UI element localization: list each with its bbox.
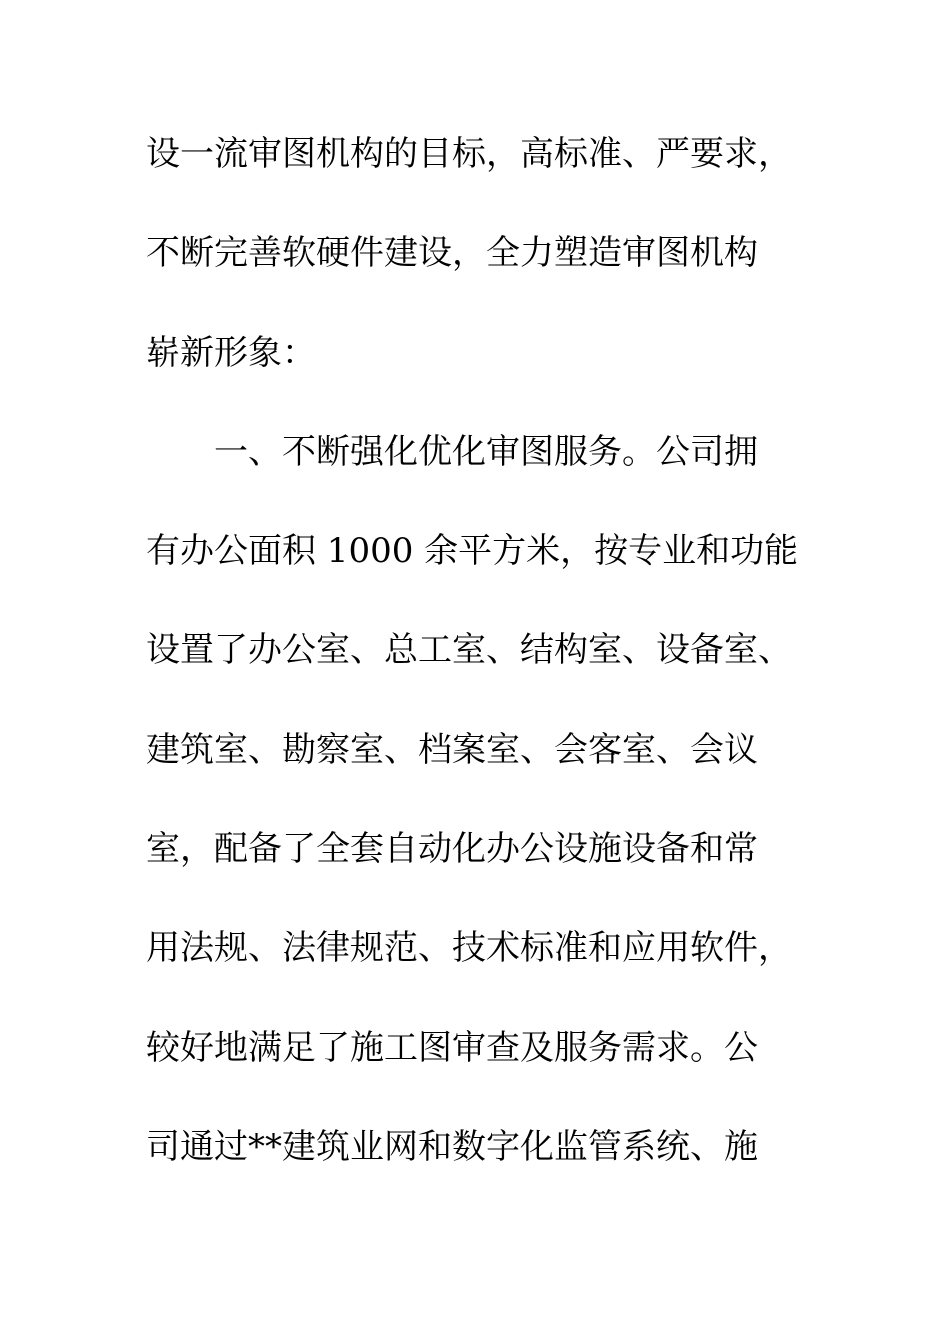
text-line: 较好地满足了施工图审查及服务需求。公	[146, 1027, 758, 1068]
text-line: 不断完善软硬件建设，全力塑造审图机构	[146, 233, 758, 274]
text-line: 室，配备了全套自动化办公设施设备和常	[146, 829, 758, 870]
text-line: 建筑室、勘察室、档案室、会客室、会议	[146, 729, 758, 770]
text-line: 设置了办公室、总工室、结构室、设备室、	[146, 630, 792, 671]
text-line: 有办公面积 1000 余平方米，按专业和功能	[146, 531, 799, 572]
text-line: 设一流审图机构的目标，高标准、严要求，	[146, 134, 792, 174]
text-line: 司通过**建筑业网和数字化监管系统、施	[146, 1126, 758, 1167]
text-line: 崭新形象：	[146, 332, 316, 373]
body-text	[146, 124, 806, 1216]
section-heading-line: 一、不断强化优化审图服务。公司拥	[214, 431, 758, 472]
text-line: 用法规、法律规范、技术标准和应用软件，	[146, 928, 792, 969]
